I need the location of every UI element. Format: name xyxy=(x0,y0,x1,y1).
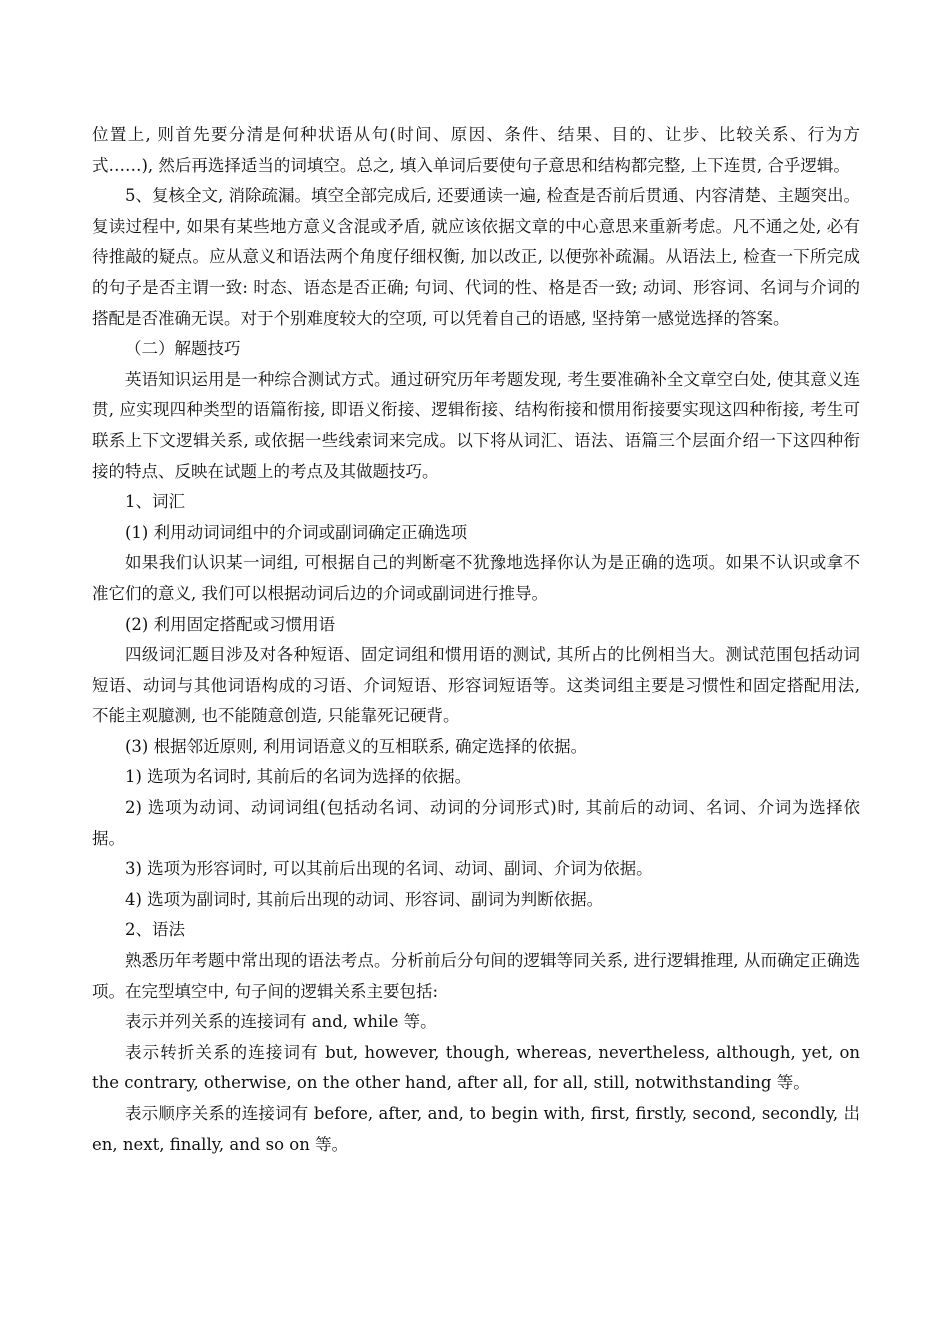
list-item-adverb: 4) 选项为副词时, 其前后出现的动词、形容词、副词为判断依据。 xyxy=(125,889,604,909)
list-item-verb: 2) 选项为动词、动词词组(包括动名词、动词的分词形式)时, 其前后的动词、名词、介词为选择依据。 xyxy=(92,798,860,848)
subheading-vocabulary: 1、词汇 xyxy=(125,492,185,512)
section-heading-solving-tips: （二）解题技巧 xyxy=(125,339,241,359)
subheading-phrasal-verb: (1) 利用动词词组中的介词或副词确定正确选项 xyxy=(125,522,468,542)
paragraph-sequence-connectives: 表示顺序关系的连接词有 before, after, and, to begin with, first, firstly, second, secondly, 岀en, next, finally, and so on 等。 xyxy=(92,1104,860,1154)
paragraph-grammar-points: 熟悉历年考题中常出现的语法考点。分析前后分句间的逻辑等同关系, 进行逻辑推理, 从而确定正确选项。在完型填空中, 句子间的逻辑关系主要包括: xyxy=(92,951,860,1001)
list-item-adjective: 3) 选项为形容词时, 可以其前后出现的名词、动词、副词、介词为依据。 xyxy=(125,859,653,879)
document-body xyxy=(92,120,860,1160)
paragraph-contrast-connectives: 表示转折关系的连接词有 but, however, though, whereas, nevertheless, although, yet, on the contrary, otherwise, on the other hand, after all, for all, still, notwithstanding 等。 xyxy=(92,1042,860,1093)
paragraph-coordinating-connectives: 表示并列关系的连接词有 and, while 等。 xyxy=(125,1012,437,1032)
list-item-noun: 1) 选项为名词时, 其前后的名词为选择的依据。 xyxy=(125,767,472,787)
subheading-grammar: 2、语法 xyxy=(125,920,185,940)
paragraph-review-full-text: 5、复核全文, 消除疏漏。填空全部完成后, 还要通读一遍, 检查是否前后贯通、内容清楚、主题突出。复读过程中, 如果有某些地方意义含混或矛盾, 就应该依据文章的中心意思来重新考虑。凡不通之处, 必有待推敲的疑点。应从意义和语法两个角度仔细权衡, 加以改正, 以便弥补疏漏。从语法上, 检查一下所完成的句子是否主谓一致: 时态、语态是否正确; 句词、代词的性、格是否一致; 动词、形容词、名词与介词的搭配是否准确无误。对于个别难度较大的空项, 可以凭着自己的语感, 坚持第一感觉选择的答案。 xyxy=(92,186,860,328)
paragraph-fixed-collocation: 四级词汇题目涉及对各种短语、固定词组和惯用语的测试, 其所占的比例相当大。测试范围包括动词短语、动词与其他词语构成的习语、介词短语、形容词短语等。这类词组主要是习惯性和固定搭配用法, 不能主观臆测, 也不能随意创造, 只能靠死记硬背。 xyxy=(92,645,860,726)
paragraph-knowledge-application: 英语知识运用是一种综合测试方式。通过研究历年考题发现, 考生要准确补全文章空白处, 使其意义连贯, 应实现四种类型的语篇衔接, 即语义衔接、逻辑衔接、结构衔接和惯用衔接要实现这四种衔接, 考生可联系上下文逻辑关系, 或依据一些线索词来完成。以下将从词汇、语法、语篇三个层面介绍一下这四种衔接的特点、反映在试题上的考点及其做题技巧。 xyxy=(92,369,860,481)
subheading-proximity-principle: (3) 根据邻近原则, 利用词语意义的互相联系, 确定选择的依据。 xyxy=(125,736,588,756)
paragraph-adverbial-clause: 位置上, 则首先要分清是何种状语从句(时间、原因、条件、结果、目的、让步、比较关系、行为方式……), 然后再选择适当的词填空。总之, 填入单词后要使句子意思和结构都完整, 上下连贯, 合乎逻辑。 xyxy=(92,125,860,175)
paragraph-phrasal-verb: 如果我们认识某一词组, 可根据自己的判断毫不犹豫地选择你认为是正确的选项。如果不认识或拿不准它们的意义, 我们可以根据动词后边的介词或副词进行推导。 xyxy=(92,553,860,603)
subheading-fixed-collocation: (2) 利用固定搭配或习惯用语 xyxy=(125,614,336,634)
